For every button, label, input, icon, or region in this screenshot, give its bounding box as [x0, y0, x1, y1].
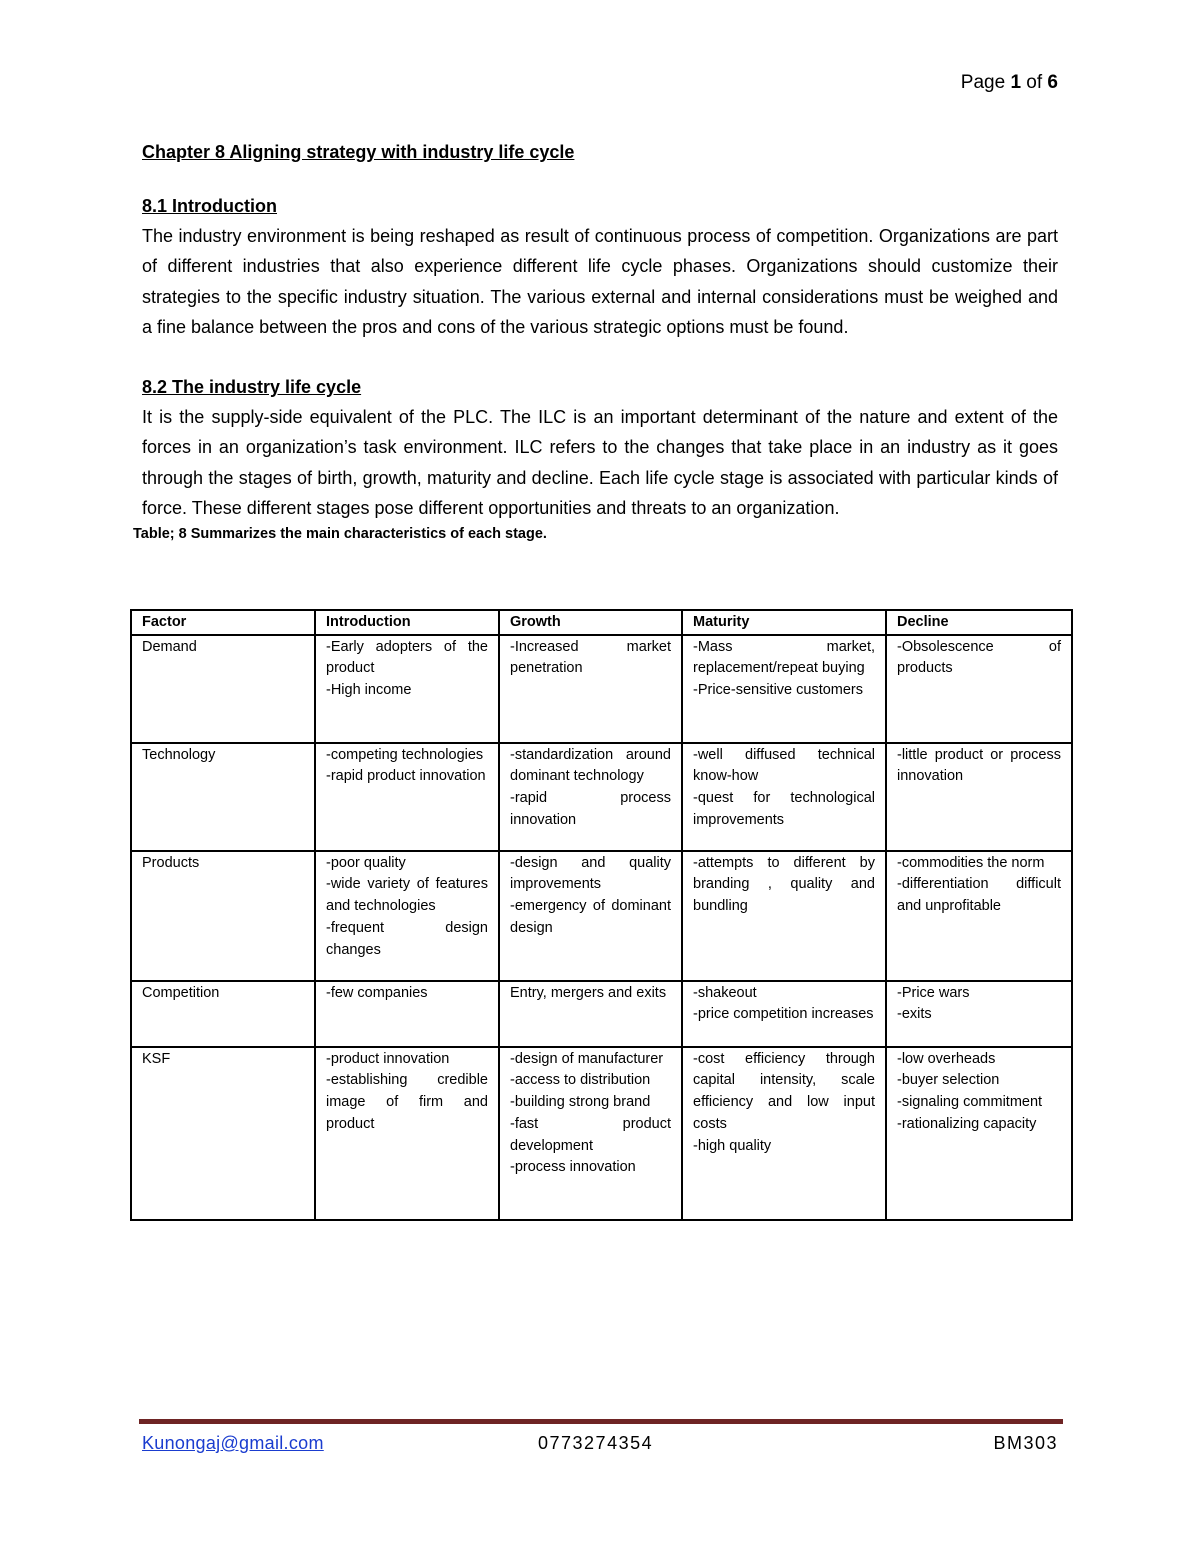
cell-decline [886, 635, 1072, 743]
cell-factor: Technology [131, 743, 315, 851]
cell-line: -rapid product innovation [326, 768, 486, 785]
cell-line: -high quality [693, 1137, 772, 1154]
cell-line: -frequent design changes [326, 919, 488, 958]
page-prefix: Page [960, 72, 1011, 93]
cell-line: -establishing credible image of firm and product [326, 1072, 488, 1132]
footer [142, 1433, 1058, 1457]
page-total: 6 [1047, 72, 1058, 93]
table-row [131, 743, 1072, 851]
section-body-industry-life-cycle: It is the supply-side equivalent of the PLC. The ILC is an important determinant of the nature and extent of the forces in an organization’s task environment. ILC refers to the changes that take place in an industry as it goes through the stages of birth, growth, maturity and decline. Each life cycle stage is associated with particular kinds of force. These different stages pose different opportunities and threats to an organization. [142, 407, 1058, 519]
cell-line: -design and quality improvements [510, 854, 671, 893]
cell-line: -rapid process innovation [510, 790, 671, 828]
cell-line: Entry, mergers and exits [510, 984, 667, 1001]
cell-line: -Price-sensitive customers [693, 682, 864, 699]
cell-line: -well diffused technical know-how [693, 746, 875, 785]
header-growth: Growth [499, 610, 682, 635]
cell-growth [499, 635, 682, 743]
page-current: 1 [1010, 72, 1022, 93]
table-header-row [131, 610, 1072, 635]
cell-line: -process innovation [510, 1159, 636, 1176]
page-sep: of [1021, 72, 1048, 93]
cell-factor: Competition [131, 981, 315, 1047]
cell-line: -signaling commitment [897, 1094, 1043, 1111]
footer-phone: 0773274354 [538, 1433, 654, 1453]
header-maturity: Maturity [682, 610, 886, 635]
cell-factor: Demand [131, 635, 315, 743]
section-heading-industry-life-cycle: 8.2 The industry life cycle [142, 377, 362, 398]
section-heading-introduction: 8.1 Introduction [142, 196, 277, 216]
cell-line: -attempts to different by branding , quality and bundling [693, 854, 875, 915]
chapter-title: Chapter 8 Aligning strategy with industry life cycle [142, 142, 575, 162]
cell-growth [499, 851, 682, 981]
cell-line: -High income [326, 682, 412, 699]
cell-line: -fast product development [510, 1115, 671, 1154]
cell-maturity [682, 743, 886, 851]
cell-line: -design of manufacturer [510, 1050, 664, 1067]
cell-introduction [315, 743, 499, 851]
cell-line: -competing technologies [326, 746, 484, 763]
cell-maturity [682, 981, 886, 1047]
footer-course-code: BM303 [993, 1433, 1058, 1453]
cell-line: -little product or process innovation [897, 746, 1061, 785]
cell-maturity [682, 635, 886, 743]
cell-line: -emergency of dominant design [510, 898, 671, 936]
header-factor: Factor [131, 610, 315, 635]
cell-decline [886, 743, 1072, 851]
table-row [131, 635, 1072, 743]
cell-line: -quest for technological improvements [693, 790, 875, 828]
cell-line: -product innovation [326, 1050, 450, 1067]
cell-decline [886, 1047, 1072, 1220]
cell-decline [886, 851, 1072, 981]
cell-line: -price competition increases [693, 1006, 874, 1023]
cell-introduction [315, 635, 499, 743]
cell-factor: Products [131, 851, 315, 981]
table-row [131, 1047, 1072, 1220]
header-introduction: Introduction [315, 610, 499, 635]
cell-line: -low overheads [897, 1050, 996, 1067]
table-row [131, 851, 1072, 981]
cell-line: -few companies [326, 984, 428, 1001]
cell-growth [499, 743, 682, 851]
cell-line: -poor quality [326, 854, 406, 871]
cell-line: -shakeout [693, 984, 757, 1001]
industry-life-cycle-table [130, 609, 1073, 1221]
cell-line: -building strong brand [510, 1094, 651, 1111]
cell-line: -Mass market, replacement/repeat buying [693, 638, 875, 677]
cell-maturity [682, 851, 886, 981]
cell-maturity [682, 1047, 886, 1220]
page-number [961, 72, 1058, 94]
cell-line: -access to distribution [510, 1072, 651, 1089]
cell-line: -differentiation difficult and unprofitable [897, 876, 1061, 915]
cell-growth [499, 1047, 682, 1220]
cell-line: -cost efficiency through capital intensity, scale efficiency and low input costs [693, 1050, 875, 1132]
header-decline: Decline [886, 610, 1072, 635]
footer-rule [139, 1419, 1063, 1424]
table-row [131, 981, 1072, 1047]
cell-line: -standardization around dominant technology [510, 746, 671, 785]
cell-growth [499, 981, 682, 1047]
cell-line: -wide variety of features and technologies [326, 876, 488, 915]
cell-line: -Early adopters of the product [326, 638, 488, 677]
cell-line: -Increased market penetration [510, 638, 671, 677]
cell-line: -Obsolescence of products [897, 638, 1061, 677]
cell-introduction [315, 1047, 499, 1220]
section-body-introduction: The industry environment is being reshaped as result of continuous process of competition. Organizations are part of different industries that also experience different life cycle phases. Organizations should customize their strategies to the specific industry situation. The various external and internal considerations must be weighed and a fine balance between the pros and cons of the various strategic options must be found. [142, 226, 1058, 337]
cell-line: -buyer selection [897, 1072, 1000, 1089]
cell-line: -rationalizing capacity [897, 1115, 1037, 1132]
table-caption: Table; 8 Summarizes the main characteristics of each stage. [133, 526, 547, 543]
cell-introduction [315, 981, 499, 1047]
document-body [133, 142, 1058, 545]
cell-introduction [315, 851, 499, 981]
cell-line: -Price wars [897, 984, 970, 1001]
cell-line: -exits [897, 1006, 932, 1023]
cell-decline [886, 981, 1072, 1047]
cell-factor: KSF [131, 1047, 315, 1220]
cell-line: -commodities the norm [897, 854, 1045, 871]
footer-email-link[interactable]: Kunongaj@gmail.com [142, 1433, 324, 1453]
